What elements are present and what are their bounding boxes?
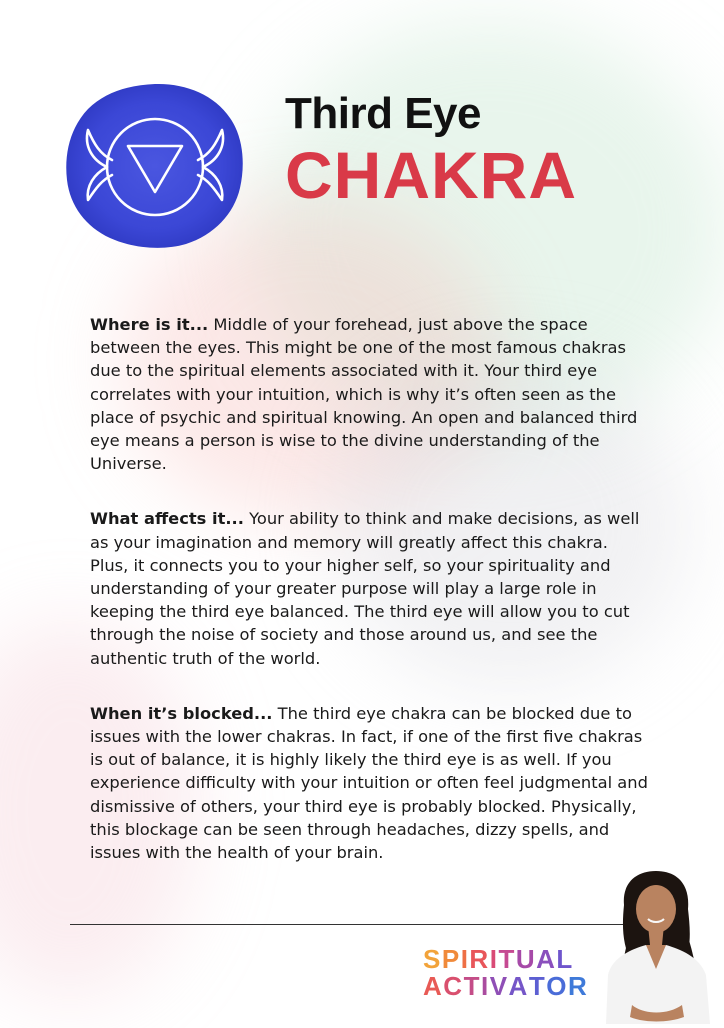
- paragraph-blocked: [90, 702, 650, 864]
- paragraph-text: Your ability to think and make decisions, as well as your imagination and memory will greatly affect this chakra. Plus, it connects you to your higher self, so your spirituality and understanding of your greater purpose will play a large role in keeping the third eye balanced. The third eye will allow you to cut through the noise of society and those around us, and see the authentic truth of the world.: [90, 509, 640, 668]
- brand-letter: P: [441, 944, 461, 974]
- brand-letter: R: [469, 944, 490, 974]
- brand-letter: I: [489, 944, 499, 974]
- brand-line-1: [423, 946, 588, 973]
- brand-letter: I: [480, 971, 490, 1002]
- title-line-2: CHAKRA: [285, 138, 577, 212]
- paragraph-text: Middle of your forehead, just above the space between the eyes. This might be one of the most famous chakras due to the spiritual elements associated with it. Your third eye correlates with your intuition, which is why it’s often seen as the place of psychic and spiritual knowing. An open and balanced third eye means a person is wise to the divine understanding of the Universe.: [90, 315, 638, 474]
- brand-line-2: [423, 973, 588, 1000]
- paragraph-text: The third eye chakra can be blocked due to issues with the lower chakras. In fact, if one of the first five chakras is out of balance, it is highly likely the third eye is as well. If you experience difficulty with your intuition or often feel judgmental and dismissive of others, your third eye is probably blocked. Physically, this blockage can be seen through headaches, dizzy spells, and issues with the health of your brain.: [90, 703, 648, 863]
- brand-letter: R: [567, 971, 589, 1002]
- brand-letter: C: [443, 971, 464, 1002]
- paragraph-lead: What affects it...: [90, 509, 244, 529]
- footer-divider: [70, 924, 625, 925]
- brand-letter: A: [536, 944, 557, 974]
- author-portrait: [592, 865, 724, 1024]
- brand-letter: I: [460, 944, 470, 974]
- brand-letter: T: [463, 971, 481, 1002]
- third-eye-chakra-icon: [64, 80, 246, 250]
- brand-letter: V: [489, 971, 509, 1002]
- brand-letter: O: [546, 971, 568, 1002]
- brand-letter: A: [423, 971, 444, 1002]
- brand-letter: S: [423, 944, 442, 974]
- brand-letter: T: [528, 971, 547, 1002]
- paragraph-lead: Where is it...: [90, 315, 209, 334]
- article-body: [90, 313, 650, 896]
- paragraph-location: [90, 313, 650, 475]
- paragraph-lead: When it’s blocked...: [90, 703, 273, 723]
- page-title: [285, 89, 577, 212]
- brand-letter: L: [556, 944, 574, 974]
- brand-logo: [423, 946, 588, 1001]
- title-line-1: Third Eye: [285, 89, 481, 138]
- brand-letter: A: [508, 971, 529, 1002]
- brand-letter: T: [498, 944, 516, 974]
- brand-letter: U: [515, 944, 537, 974]
- paragraph-influences: [90, 507, 650, 669]
